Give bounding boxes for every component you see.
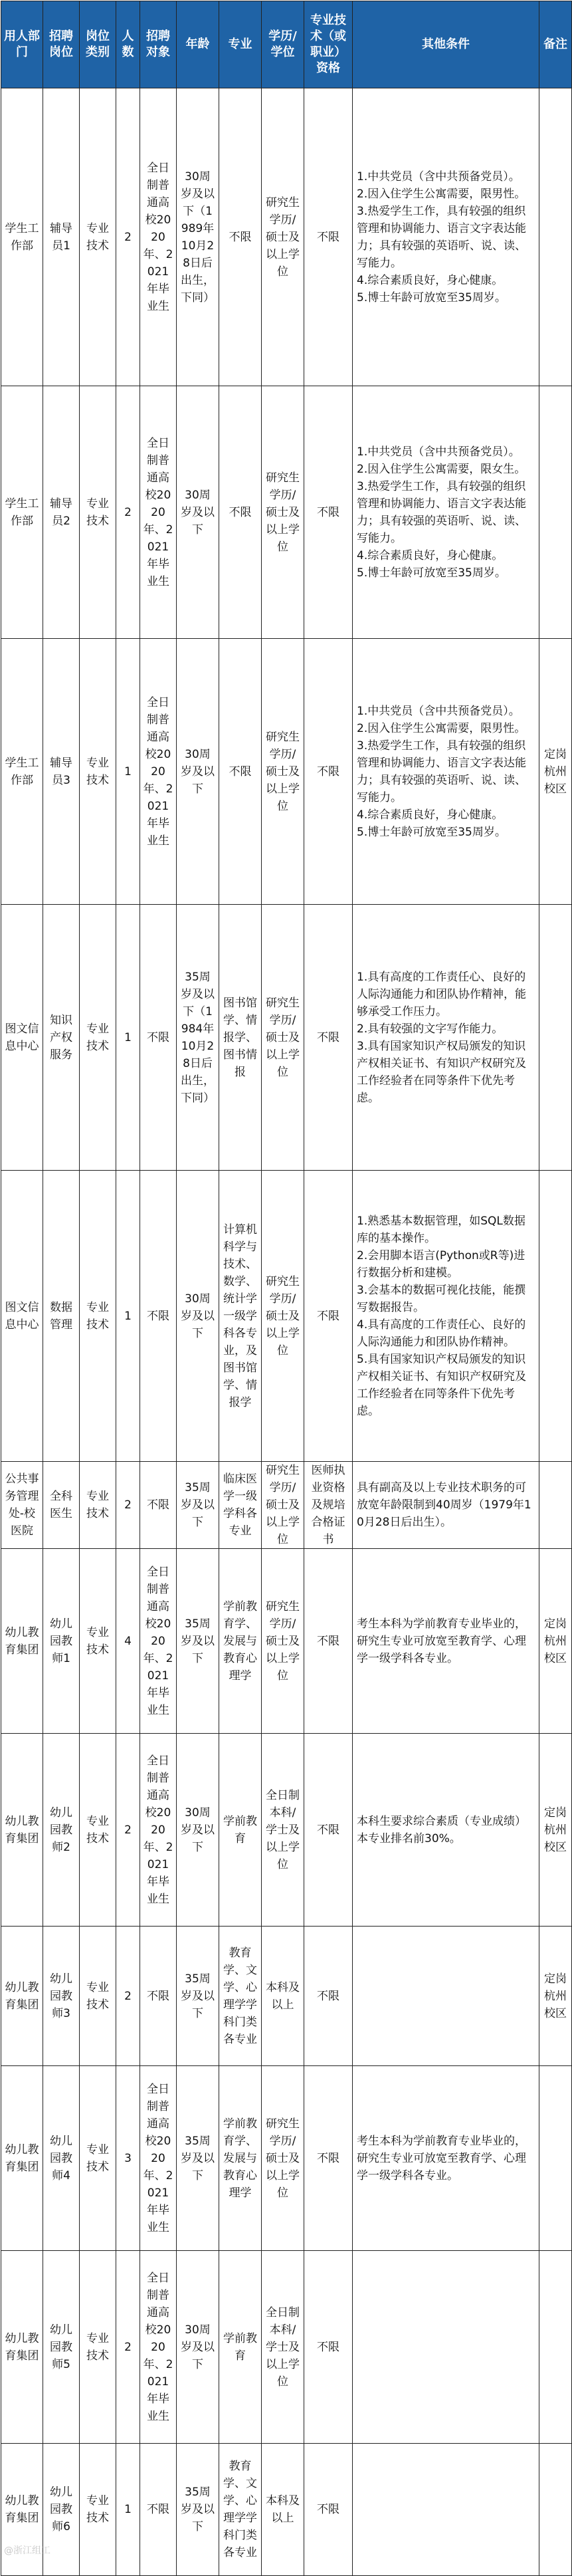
cell-target: 不限: [140, 1171, 177, 1462]
cell-post: 幼儿园教师1: [43, 1549, 80, 1734]
cell-note: [539, 88, 572, 386]
cell-type: 专业技术: [80, 88, 116, 386]
cell-num: 4: [116, 1549, 140, 1734]
header-age: 年龄: [177, 1, 219, 88]
cell-degree: 研究生学历/硕士及以上学位: [262, 386, 304, 639]
cell-dept: 幼儿教育集团: [1, 2444, 43, 2576]
cell-age: 30周岁及以下: [177, 2251, 219, 2444]
cell-major: 临床医学一级学科各专业: [219, 1462, 262, 1549]
cell-major: 教育学、文学、心理学学科门类各专业: [219, 1927, 262, 2066]
cell-note: [539, 2066, 572, 2251]
cell-dept: 公共事务管理处-校医院: [1, 1462, 43, 1549]
table-row: [1, 1927, 572, 2066]
cell-degree: 研究生学历/硕士及以上学位: [262, 1462, 304, 1549]
table-row: [1, 386, 572, 639]
cell-major: 学前教育学、发展与教育心理学: [219, 2066, 262, 2251]
cell-age: 30周岁及以下: [177, 639, 219, 905]
cell-degree: 本科及以上: [262, 2444, 304, 2576]
cell-target: 不限: [140, 2444, 177, 2576]
cell-cond: 具有副高及以上专业技术职务的可放宽年龄限制到40周岁（1979年10月28日后出生）。: [353, 1462, 539, 1549]
header-major: 专业: [219, 1, 262, 88]
watermark: @浙江组工: [4, 2545, 50, 2556]
table-header-row: [1, 1, 572, 88]
table-row: [1, 905, 572, 1171]
cell-cond: [353, 2251, 539, 2444]
cell-type: 专业技术: [80, 1927, 116, 2066]
cell-major: 不限: [219, 88, 262, 386]
table-row: [1, 1549, 572, 1734]
cell-qual: 不限: [304, 2444, 353, 2576]
cell-num: 1: [116, 1171, 140, 1462]
table-row: [1, 2251, 572, 2444]
cell-num: 2: [116, 1927, 140, 2066]
cell-age: 30周岁及以下: [177, 1171, 219, 1462]
cell-degree: 研究生学历/硕士及以上学位: [262, 639, 304, 905]
header-type: 岗位类别: [80, 1, 116, 88]
cell-dept: 幼儿教育集团: [1, 2066, 43, 2251]
cell-type: 专业技术: [80, 1549, 116, 1734]
recruitment-table: [1, 1, 572, 2576]
cell-dept: 幼儿教育集团: [1, 1549, 43, 1734]
cell-target: 全日制普通高校2020年、2021年毕业生: [140, 639, 177, 905]
cell-target: 不限: [140, 905, 177, 1171]
cell-type: 专业技术: [80, 1462, 116, 1549]
cell-post: 辅导员2: [43, 386, 80, 639]
cell-major: 不限: [219, 639, 262, 905]
cell-type: 专业技术: [80, 639, 116, 905]
header-cond: 其他条件: [353, 1, 539, 88]
cell-type: 专业技术: [80, 2251, 116, 2444]
cell-num: 2: [116, 1462, 140, 1549]
cell-qual: 不限: [304, 639, 353, 905]
cell-cond: [353, 2444, 539, 2576]
cell-degree: 全日制本科/学士及以上学位: [262, 2251, 304, 2444]
cell-post: 幼儿园教师6: [43, 2444, 80, 2576]
cell-num: 1: [116, 905, 140, 1171]
cell-target: 全日制普通高校2020年、2021年毕业生: [140, 2251, 177, 2444]
cell-num: 2: [116, 2251, 140, 2444]
cell-cond: 1.具有高度的工作责任心、良好的人际沟通能力和团队协作精神，能够承受工作压力。 2.具有较强的文字写作能力。 3.具有国家知识产权局颁发的知识产权相关证书、有知识产权研究及工作经验者在同等条件下优先考虑。: [353, 905, 539, 1171]
cell-num: 2: [116, 386, 140, 639]
cell-target: 全日制普通高校2020年、2021年毕业生: [140, 1549, 177, 1734]
cell-cond: 1.中共党员（含中共预备党员）。 2.因入住学生公寓需要，限男性。 3.热爱学生工作，具有较强的组织管理和协调能力、语言文字表达能力；具有较强的英语听、说、读、写能力。 4.综合素质良好，身心健康。 5.博士年龄可放宽至35周岁。: [353, 639, 539, 905]
cell-major: 学前教育: [219, 1734, 262, 1927]
table-row: [1, 2066, 572, 2251]
cell-dept: 学生工作部: [1, 88, 43, 386]
cell-age: 30周岁及以下: [177, 386, 219, 639]
cell-post: 辅导员3: [43, 639, 80, 905]
cell-qual: 不限: [304, 2066, 353, 2251]
cell-note: [539, 386, 572, 639]
cell-note: 定岗杭州校区: [539, 1734, 572, 1927]
cell-post: 幼儿园教师5: [43, 2251, 80, 2444]
cell-note: 定岗杭州校区: [539, 1549, 572, 1734]
cell-target: 全日制普通高校2020年、2021年毕业生: [140, 386, 177, 639]
cell-dept: 学生工作部: [1, 386, 43, 639]
cell-age: 35周岁及以下（1984年10月28日后出生，下同）: [177, 905, 219, 1171]
cell-age: 35周岁及以下: [177, 1927, 219, 2066]
cell-target: 全日制普通高校2020年、2021年毕业生: [140, 2066, 177, 2251]
cell-degree: 研究生学历/硕士及以上学位: [262, 88, 304, 386]
header-post: 招聘岗位: [43, 1, 80, 88]
cell-age: 30周岁及以下（1989年10月28日后出生，下同）: [177, 88, 219, 386]
cell-cond: 考生本科为学前教育专业毕业的，研究生专业可放宽至教育学、心理学一级学科各专业。: [353, 2066, 539, 2251]
cell-target: 全日制普通高校2020年、2021年毕业生: [140, 1734, 177, 1927]
cell-note: [539, 2251, 572, 2444]
cell-cond: 1.中共党员（含中共预备党员）。 2.因入住学生公寓需要，限男性。 3.热爱学生工作，具有较强的组织管理和协调能力、语言文字表达能力；具有较强的英语听、说、读、写能力。 4.综合素质良好，身心健康。 5.博士年龄可放宽至35周岁。: [353, 88, 539, 386]
cell-dept: 幼儿教育集团: [1, 1734, 43, 1927]
cell-note: [539, 905, 572, 1171]
header-qual: 专业技术（或职业）资格: [304, 1, 353, 88]
cell-type: 专业技术: [80, 2066, 116, 2251]
cell-target: 全日制普通高校2020年、2021年毕业生: [140, 88, 177, 386]
cell-degree: 研究生学历/硕士及以上学位: [262, 2066, 304, 2251]
cell-qual: 不限: [304, 1927, 353, 2066]
cell-major: 图书馆学、情报学、图书情报: [219, 905, 262, 1171]
header-target: 招聘对象: [140, 1, 177, 88]
cell-dept: 学生工作部: [1, 639, 43, 905]
cell-post: 全科医生: [43, 1462, 80, 1549]
cell-dept: 图文信息中心: [1, 905, 43, 1171]
table-row: [1, 1734, 572, 1927]
cell-cond: 本科生要求综合素质（专业成绩）本专业排名前30%。: [353, 1734, 539, 1927]
cell-cond: 1.熟悉基本数据管理，如SQL数据库的基本操作。 2.会用脚本语言(Python或R等)进行数据分析和建模。 3.会基本的数据可视化技能，能撰写数据报告。 4.具有高度的工作责任心、良好的人际沟通能力和团队协作精神。 5.具有国家知识产权局颁发的知识产权相关证书、有知识产权研究及工作经验者在同等条件下优先考虑。: [353, 1171, 539, 1462]
cell-degree: 研究生学历/硕士及以上学位: [262, 1171, 304, 1462]
cell-num: 2: [116, 88, 140, 386]
cell-note: [539, 1462, 572, 1549]
cell-major: 学前教育学、发展与教育心理学: [219, 1549, 262, 1734]
header-num: 人数: [116, 1, 140, 88]
cell-age: 30周岁及以下: [177, 1734, 219, 1927]
cell-num: 1: [116, 639, 140, 905]
cell-num: 2: [116, 1734, 140, 1927]
table-row: [1, 639, 572, 905]
cell-qual: 不限: [304, 905, 353, 1171]
cell-post: 辅导员1: [43, 88, 80, 386]
cell-age: 35周岁及以下: [177, 2066, 219, 2251]
cell-post: 幼儿园教师4: [43, 2066, 80, 2251]
cell-degree: 研究生学历/硕士及以上学位: [262, 905, 304, 1171]
table-row: [1, 88, 572, 386]
cell-target: 不限: [140, 1927, 177, 2066]
cell-cond: 1.中共党员（含中共预备党员）。 2.因入住学生公寓需要，限女生。 3.热爱学生工作，具有较强的组织管理和协调能力、语言文字表达能力；具有较强的英语听、说、读、写能力。 4.综合素质良好，身心健康。 5.博士年龄可放宽至35周岁。: [353, 386, 539, 639]
cell-degree: 研究生学历/硕士及以上学位: [262, 1549, 304, 1734]
cell-qual: 不限: [304, 386, 353, 639]
cell-qual: 不限: [304, 1171, 353, 1462]
cell-num: 3: [116, 2066, 140, 2251]
cell-age: 35周岁及以下: [177, 1462, 219, 1549]
cell-target: 不限: [140, 1462, 177, 1549]
cell-major: 不限: [219, 386, 262, 639]
cell-dept: 图文信息中心: [1, 1171, 43, 1462]
cell-note: 定岗杭州校区: [539, 1927, 572, 2066]
cell-type: 专业技术: [80, 2444, 116, 2576]
header-dept: 用人部门: [1, 1, 43, 88]
cell-post: 数据管理: [43, 1171, 80, 1462]
table-row: [1, 2444, 572, 2576]
cell-post: 幼儿园教师3: [43, 1927, 80, 2066]
cell-cond: 考生本科为学前教育专业毕业的，研究生专业可放宽至教育学、心理学一级学科各专业。: [353, 1549, 539, 1734]
cell-qual: 不限: [304, 2251, 353, 2444]
cell-type: 专业技术: [80, 1171, 116, 1462]
cell-type: 专业技术: [80, 386, 116, 639]
cell-major: 学前教育: [219, 2251, 262, 2444]
cell-post: 幼儿园教师2: [43, 1734, 80, 1927]
table-row: [1, 1462, 572, 1549]
cell-age: 35周岁及以下: [177, 1549, 219, 1734]
cell-qual: 不限: [304, 1549, 353, 1734]
cell-note: [539, 2444, 572, 2576]
table-row: [1, 1171, 572, 1462]
cell-note: [539, 1171, 572, 1462]
cell-post: 知识产权服务: [43, 905, 80, 1171]
cell-age: 35周岁及以下: [177, 2444, 219, 2576]
cell-type: 专业技术: [80, 905, 116, 1171]
cell-num: 1: [116, 2444, 140, 2576]
cell-degree: 本科及以上: [262, 1927, 304, 2066]
cell-degree: 全日制本科/学士及以上学位: [262, 1734, 304, 1927]
cell-qual: 不限: [304, 1734, 353, 1927]
cell-dept: 幼儿教育集团: [1, 1927, 43, 2066]
cell-qual: 不限: [304, 88, 353, 386]
header-note: 备注: [539, 1, 572, 88]
cell-major: 教育学、文学、心理学学科门类各专业: [219, 2444, 262, 2576]
header-degree: 学历/学位: [262, 1, 304, 88]
cell-type: 专业技术: [80, 1734, 116, 1927]
cell-note: 定岗杭州校区: [539, 639, 572, 905]
cell-cond: [353, 1927, 539, 2066]
cell-major: 计算机科学与技术、数学、统计学一级学科各专业，及图书馆学、情报学: [219, 1171, 262, 1462]
cell-qual: 医师执业资格及规培合格证书: [304, 1462, 353, 1549]
cell-dept: 幼儿教育集团: [1, 2251, 43, 2444]
